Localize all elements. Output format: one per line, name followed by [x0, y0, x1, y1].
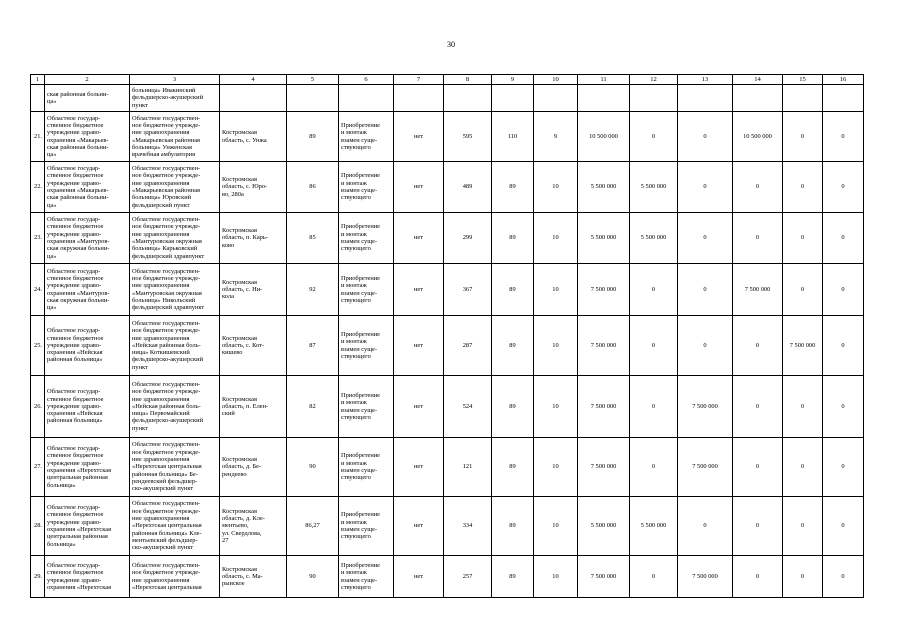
- col-9-cell: 89: [492, 376, 534, 438]
- row-number-cell: 26.: [31, 376, 45, 438]
- table-row: [31, 438, 864, 497]
- cost-year-2-cell: 0: [678, 162, 733, 213]
- col-10-cell: 10: [534, 376, 578, 438]
- work-type-cell: Приобретение и монтаж взамен суще- ствующего: [339, 264, 394, 316]
- cost-year-3-cell: 0: [733, 213, 783, 264]
- cost-year-5-cell: [823, 85, 864, 112]
- header-cell: 7: [394, 75, 444, 85]
- row-number-cell: 28.: [31, 497, 45, 556]
- col-9-cell: 110: [492, 112, 534, 162]
- availability-cell: нет: [394, 497, 444, 556]
- col-9-cell: [492, 85, 534, 112]
- table-row: [31, 556, 864, 598]
- facility-name-cell: Областное государствен- ное бюджетное учрежде- ние здравоохранения «Нерехтская центральная районная больница» Бе- рендеевский фельдшер- ско-акушерский пункт: [130, 438, 220, 497]
- work-type-cell: Приобретение и монтаж взамен суще- ствующего: [339, 112, 394, 162]
- row-number-cell: 21.: [31, 112, 45, 162]
- col-9-cell: 89: [492, 438, 534, 497]
- address-cell: [220, 85, 287, 112]
- cost-year-2-cell: 7 500 000: [678, 556, 733, 598]
- header-cell: 14: [733, 75, 783, 85]
- cost-year-3-cell: 7 500 000: [733, 264, 783, 316]
- cost-year-5-cell: 0: [823, 438, 864, 497]
- table-row: [31, 497, 864, 556]
- cost-year-4-cell: [783, 85, 823, 112]
- address-cell: Костромская область, п. Елен- ский: [220, 376, 287, 438]
- total-cost-cell: 7 500 000: [578, 316, 630, 376]
- area-cell: 85: [287, 213, 339, 264]
- col-10-cell: 10: [534, 316, 578, 376]
- cost-year-3-cell: 10 500 000: [733, 112, 783, 162]
- table-row: [31, 85, 864, 112]
- total-cost-cell: 7 500 000: [578, 376, 630, 438]
- cost-year-4-cell: 0: [783, 556, 823, 598]
- col-8-cell: 489: [444, 162, 492, 213]
- cost-year-4-cell: 0: [783, 438, 823, 497]
- cost-year-4-cell: 0: [783, 162, 823, 213]
- row-number-cell: 24.: [31, 264, 45, 316]
- availability-cell: нет: [394, 162, 444, 213]
- row-number-cell: 29.: [31, 556, 45, 598]
- facility-name-cell: Областное государствен- ное бюджетное учрежде- ние здравоохранения «Нерехтская центральная: [130, 556, 220, 598]
- col-10-cell: 10: [534, 264, 578, 316]
- header-cell: 1: [31, 75, 45, 85]
- work-type-cell: Приобретение и монтаж взамен суще- ствующего: [339, 497, 394, 556]
- cost-year-1-cell: [630, 85, 678, 112]
- operator-name-cell: ская районная больни- ца»: [45, 85, 130, 112]
- table-row: [31, 112, 864, 162]
- cost-year-1-cell: 5 500 000: [630, 213, 678, 264]
- table-row: [31, 264, 864, 316]
- table-row: [31, 162, 864, 213]
- operator-name-cell: Областное государ- ственное бюджетное учреждение здраво- охранения «Нерехтская: [45, 556, 130, 598]
- cost-year-5-cell: 0: [823, 264, 864, 316]
- availability-cell: [394, 85, 444, 112]
- col-8-cell: 524: [444, 376, 492, 438]
- facility-name-cell: Областное государствен- ное бюджетное учрежде- ние здравоохранения «Мантуровская окружная больница» Карьковский фельдшерский здравпункт: [130, 213, 220, 264]
- cost-year-1-cell: 5 500 000: [630, 497, 678, 556]
- area-cell: 86,27: [287, 497, 339, 556]
- operator-name-cell: Областное государ- ственное бюджетное учреждение здраво- охранения «Макарьев- ская районная больни- ца»: [45, 162, 130, 213]
- col-9-cell: 89: [492, 162, 534, 213]
- cost-year-2-cell: [678, 85, 733, 112]
- address-cell: Костромская область, с. Ма- рынское: [220, 556, 287, 598]
- table-row: [31, 376, 864, 438]
- col-8-cell: 367: [444, 264, 492, 316]
- work-type-cell: Приобретение и монтаж взамен суще- ствующего: [339, 556, 394, 598]
- cost-year-5-cell: 0: [823, 213, 864, 264]
- total-cost-cell: 5 500 000: [578, 497, 630, 556]
- cost-year-3-cell: 0: [733, 438, 783, 497]
- col-9-cell: 89: [492, 556, 534, 598]
- work-type-cell: Приобретение и монтаж взамен суще- ствующего: [339, 162, 394, 213]
- register-table: [30, 74, 864, 598]
- cost-year-2-cell: 7 500 000: [678, 376, 733, 438]
- page-number: 30: [447, 40, 455, 49]
- cost-year-5-cell: 0: [823, 497, 864, 556]
- cost-year-2-cell: 0: [678, 264, 733, 316]
- facility-name-cell: Областное государствен- ное бюджетное учрежде- ние здравоохранения «Макарьевская районная больница» Унженская врачебная амбулатория: [130, 112, 220, 162]
- operator-name-cell: Областное государ- ственное бюджетное учреждение здраво- охранения «Нерехтская центральная районная больница»: [45, 438, 130, 497]
- cost-year-2-cell: 0: [678, 112, 733, 162]
- col-8-cell: 257: [444, 556, 492, 598]
- col-10-cell: 10: [534, 438, 578, 497]
- total-cost-cell: 10 500 000: [578, 112, 630, 162]
- total-cost-cell: 7 500 000: [578, 438, 630, 497]
- cost-year-1-cell: 0: [630, 112, 678, 162]
- col-9-cell: 89: [492, 264, 534, 316]
- cost-year-5-cell: 0: [823, 376, 864, 438]
- operator-name-cell: Областное государ- ственное бюджетное учреждение здраво- охранения «Нейская районная больница»: [45, 316, 130, 376]
- header-cell: 6: [339, 75, 394, 85]
- cost-year-3-cell: [733, 85, 783, 112]
- availability-cell: нет: [394, 438, 444, 497]
- cost-year-4-cell: 0: [783, 112, 823, 162]
- row-number-cell: [31, 85, 45, 112]
- cost-year-4-cell: 7 500 000: [783, 316, 823, 376]
- work-type-cell: Приобретение и монтаж взамен суще- ствующего: [339, 213, 394, 264]
- table-row: [31, 213, 864, 264]
- row-number-cell: 23.: [31, 213, 45, 264]
- operator-name-cell: Областное государ- ственное бюджетное учреждение здраво- охранения «Мантуров- ская окружная больни- ца»: [45, 264, 130, 316]
- cost-year-1-cell: 0: [630, 316, 678, 376]
- cost-year-1-cell: 0: [630, 264, 678, 316]
- header-row: [31, 75, 864, 85]
- header-cell: 5: [287, 75, 339, 85]
- row-number-cell: 22.: [31, 162, 45, 213]
- header-cell: 15: [783, 75, 823, 85]
- cost-year-2-cell: 7 500 000: [678, 438, 733, 497]
- address-cell: Костромская область, с. Кот- кишево: [220, 316, 287, 376]
- header-cell: 12: [630, 75, 678, 85]
- facility-name-cell: Областное государствен- ное бюджетное учрежде- ние здравоохранения «Нейская районная боль- ница» Первомайский фельдшерско-акушерский пункт: [130, 376, 220, 438]
- area-cell: 87: [287, 316, 339, 376]
- cost-year-2-cell: 0: [678, 316, 733, 376]
- cost-year-3-cell: 0: [733, 376, 783, 438]
- work-type-cell: [339, 85, 394, 112]
- area-cell: 82: [287, 376, 339, 438]
- cost-year-3-cell: 0: [733, 162, 783, 213]
- work-type-cell: Приобретение и монтаж взамен суще- ствующего: [339, 316, 394, 376]
- cost-year-1-cell: 0: [630, 376, 678, 438]
- cost-year-4-cell: 0: [783, 264, 823, 316]
- area-cell: [287, 85, 339, 112]
- availability-cell: нет: [394, 376, 444, 438]
- col-9-cell: 89: [492, 316, 534, 376]
- header-cell: 10: [534, 75, 578, 85]
- table-row: [31, 316, 864, 376]
- area-cell: 90: [287, 438, 339, 497]
- col-8-cell: 287: [444, 316, 492, 376]
- col-8-cell: 299: [444, 213, 492, 264]
- header-cell: 2: [45, 75, 130, 85]
- cost-year-5-cell: 0: [823, 162, 864, 213]
- cost-year-2-cell: 0: [678, 497, 733, 556]
- facility-name-cell: Областное государствен- ное бюджетное учрежде- ние здравоохранения «Нерехтская центральная районная больница» Кле- ментьевский фельдшер- ско-акушерский пункт: [130, 497, 220, 556]
- area-cell: 92: [287, 264, 339, 316]
- availability-cell: нет: [394, 556, 444, 598]
- cost-year-5-cell: 0: [823, 112, 864, 162]
- work-type-cell: Приобретение и монтаж взамен суще- ствующего: [339, 376, 394, 438]
- total-cost-cell: [578, 85, 630, 112]
- cost-year-3-cell: 0: [733, 556, 783, 598]
- col-10-cell: 10: [534, 162, 578, 213]
- availability-cell: нет: [394, 316, 444, 376]
- header-cell: 9: [492, 75, 534, 85]
- col-8-cell: 121: [444, 438, 492, 497]
- col-9-cell: 89: [492, 213, 534, 264]
- cost-year-4-cell: 0: [783, 497, 823, 556]
- col-10-cell: 9: [534, 112, 578, 162]
- cost-year-1-cell: 0: [630, 438, 678, 497]
- cost-year-4-cell: 0: [783, 376, 823, 438]
- col-10-cell: [534, 85, 578, 112]
- operator-name-cell: Областное государ- ственное бюджетное учреждение здраво- охранения «Нейская районная больница»: [45, 376, 130, 438]
- cost-year-5-cell: 0: [823, 316, 864, 376]
- availability-cell: нет: [394, 112, 444, 162]
- work-type-cell: Приобретение и монтаж взамен суще- ствующего: [339, 438, 394, 497]
- cost-year-1-cell: 0: [630, 556, 678, 598]
- total-cost-cell: 5 500 000: [578, 162, 630, 213]
- col-8-cell: 334: [444, 497, 492, 556]
- col-8-cell: [444, 85, 492, 112]
- header-cell: 8: [444, 75, 492, 85]
- header-cell: 16: [823, 75, 864, 85]
- header-cell: 13: [678, 75, 733, 85]
- facility-name-cell: больница» Ивакинский фельдшерско-акушерский пункт: [130, 85, 220, 112]
- col-10-cell: 10: [534, 497, 578, 556]
- address-cell: Костромская область, д. Кле- ментьево, ул. Свердлова, 27: [220, 497, 287, 556]
- col-8-cell: 595: [444, 112, 492, 162]
- header-cell: 3: [130, 75, 220, 85]
- address-cell: Костромская область, с. Юро- во, 280а: [220, 162, 287, 213]
- total-cost-cell: 5 500 000: [578, 213, 630, 264]
- row-number-cell: 27.: [31, 438, 45, 497]
- availability-cell: нет: [394, 264, 444, 316]
- operator-name-cell: Областное государ- ственное бюджетное учреждение здраво- охранения «Макарьев- ская районная больни- ца»: [45, 112, 130, 162]
- address-cell: Костромская область, п. Карь- ково: [220, 213, 287, 264]
- area-cell: 89: [287, 112, 339, 162]
- cost-year-3-cell: 0: [733, 316, 783, 376]
- facility-name-cell: Областное государствен- ное бюджетное учрежде- ние здравоохранения «Мантуровская окружная больница» Никольский фельдшерский здравпункт: [130, 264, 220, 316]
- cost-year-4-cell: 0: [783, 213, 823, 264]
- row-number-cell: 25.: [31, 316, 45, 376]
- area-cell: 90: [287, 556, 339, 598]
- area-cell: 86: [287, 162, 339, 213]
- availability-cell: нет: [394, 213, 444, 264]
- col-9-cell: 89: [492, 497, 534, 556]
- total-cost-cell: 7 500 000: [578, 556, 630, 598]
- address-cell: Костромская область, д. Бе- рендеево: [220, 438, 287, 497]
- cost-year-5-cell: 0: [823, 556, 864, 598]
- header-cell: 4: [220, 75, 287, 85]
- total-cost-cell: 7 500 000: [578, 264, 630, 316]
- col-10-cell: 10: [534, 213, 578, 264]
- col-10-cell: 10: [534, 556, 578, 598]
- operator-name-cell: Областное государ- ственное бюджетное учреждение здраво- охранения «Нерехтская центральная районная больница»: [45, 497, 130, 556]
- header-cell: 11: [578, 75, 630, 85]
- cost-year-1-cell: 5 500 000: [630, 162, 678, 213]
- address-cell: Костромская область, с. Ни- кола: [220, 264, 287, 316]
- address-cell: Костромская область, с. Унжа: [220, 112, 287, 162]
- operator-name-cell: Областное государ- ственное бюджетное учреждение здраво- охранения «Мантуров- ская окружная больни- ца»: [45, 213, 130, 264]
- facility-name-cell: Областное государствен- ное бюджетное учрежде- ние здравоохранения «Макарьевская районная больница» Юровский фельдшерский пункт: [130, 162, 220, 213]
- cost-year-2-cell: 0: [678, 213, 733, 264]
- cost-year-3-cell: 0: [733, 497, 783, 556]
- facility-name-cell: Областное государствен- ное бюджетное учрежде- ние здравоохранения «Нейская районная боль- ница» Коткишевский фельдшерско-акушерский пункт: [130, 316, 220, 376]
